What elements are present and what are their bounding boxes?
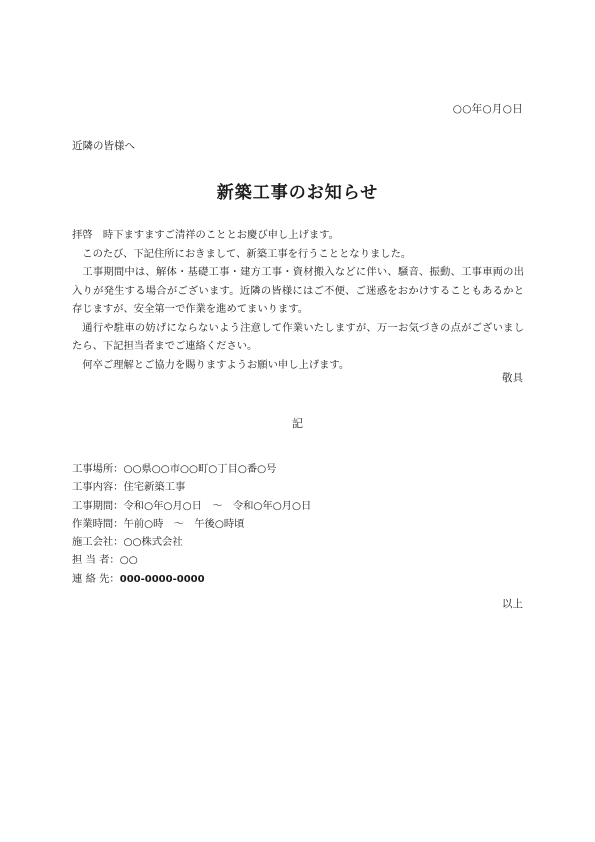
closing-ijo: 以上	[502, 598, 523, 610]
detail-label: 工事内容：	[72, 481, 124, 494]
body-paragraph: 工事期間中は、解体・基礎工事・建方工事・資材搬入などに伴い、騒音、振動、工事車両の出入りが発生する場合がございます。近隣の皆様にはご不便、ご迷惑をおかけすることもあるかと存じますが、安全第一で作業を進めてまいります。	[72, 266, 524, 315]
detail-label: 担 当 者：	[72, 554, 120, 567]
closing-keigu: 敬具	[502, 372, 523, 384]
details-list	[72, 460, 311, 588]
detail-row-location	[72, 460, 311, 478]
detail-label: 作業時間：	[72, 517, 124, 530]
letter-title: 新築工事のお知らせ	[216, 183, 379, 203]
detail-label: 施工会社：	[72, 536, 124, 549]
detail-label: 連 絡 先：	[72, 572, 120, 585]
detail-value: ○○	[119, 554, 138, 567]
detail-label: 工事場所：	[72, 463, 124, 475]
letter-date: ○○年○月○日	[452, 103, 523, 115]
detail-value: 令和○年○月○日 ～ 令和○年○月○日	[123, 499, 312, 512]
detail-label: 工事期間：	[72, 499, 124, 512]
greeting: 拝啓 時下ますますご清祥のこととお慶び申し上げます。	[72, 229, 339, 241]
detail-row-person	[72, 551, 311, 569]
detail-row-hours	[72, 515, 311, 533]
body-paragraph: このたび、下記住所におきまして、新築工事を行うこととなりました。	[82, 247, 412, 260]
body-paragraph: 通行や駐車の妨げにならないよう注意して作業いたしますが、万一お気づきの点がございましたら、下記担当者までご連絡ください。	[72, 321, 524, 352]
body-paragraph: 何卒ご理解とご協力を賜りますようお願い申し上げます。	[82, 358, 350, 371]
phone-number: 000-0000-0000	[119, 573, 205, 585]
ki-heading: 記	[292, 417, 303, 430]
detail-value: 午前○時 ～ 午後○時頃	[123, 517, 245, 530]
detail-value: ○○県○○市○○町○丁目○番○号	[123, 463, 277, 475]
letter-body	[72, 226, 524, 374]
detail-row-content	[72, 478, 311, 496]
detail-value: ○○株式会社	[123, 536, 183, 549]
detail-row-period	[72, 497, 311, 515]
addressee: 近隣の皆様へ	[72, 140, 135, 152]
detail-row-contact	[72, 570, 311, 588]
detail-value: 住宅新築工事	[123, 481, 186, 494]
detail-row-company	[72, 533, 311, 551]
